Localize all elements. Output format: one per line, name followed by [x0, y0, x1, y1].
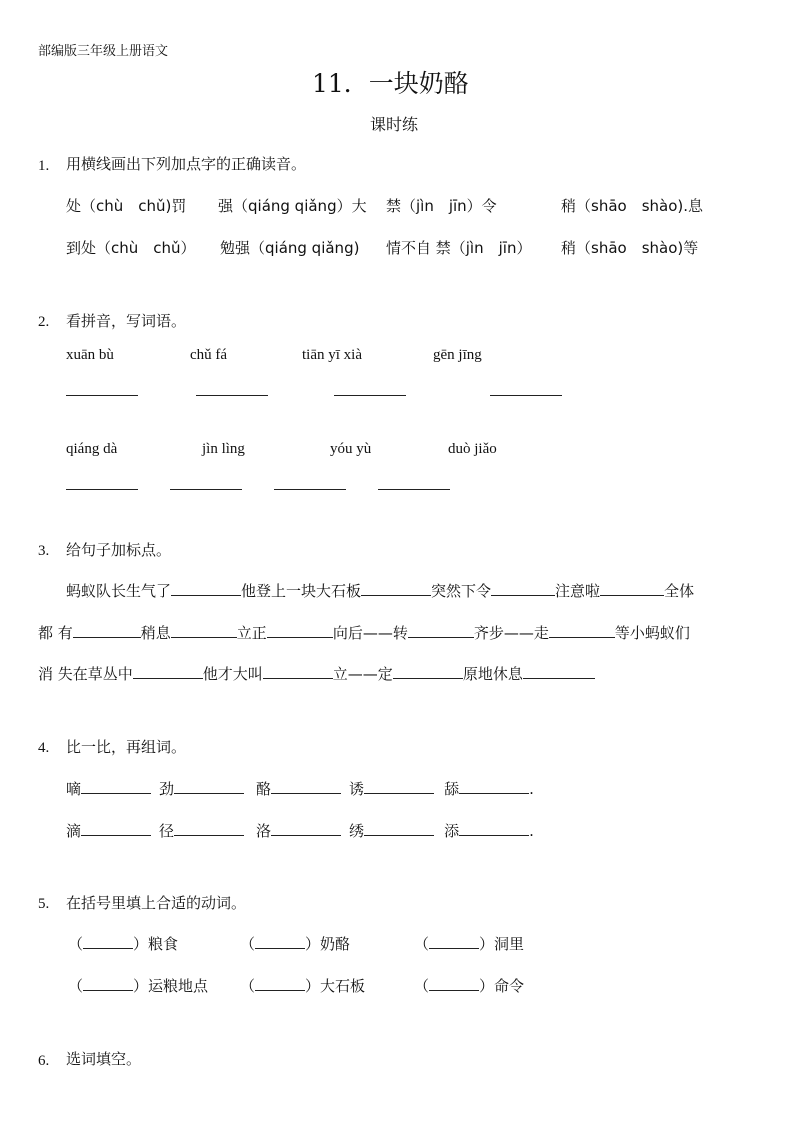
q1-item: 禁（jìn jīn）令 — [386, 197, 497, 215]
punctuation-blank[interactable] — [133, 665, 203, 679]
q4-char: 嘀 — [66, 780, 82, 798]
q4-char: 滴 — [66, 822, 82, 840]
open-paren: （ — [68, 935, 84, 953]
punctuation-blank[interactable] — [267, 624, 333, 638]
close-paren: ） — [133, 935, 149, 953]
punctuation-blank[interactable] — [171, 582, 241, 596]
answer-blank[interactable] — [378, 489, 450, 490]
q5-object: 洞里 — [494, 935, 525, 953]
close-paren: ） — [479, 935, 495, 953]
header-label: 部编版三年级上册语文 — [38, 44, 169, 59]
q1-item: 处（chù chǔ)罚 — [66, 197, 187, 215]
q4-char: 洛 — [256, 822, 272, 840]
q5-item — [414, 933, 524, 954]
q3-text: 齐步——走 — [473, 624, 549, 642]
q3-sentence-line — [38, 663, 595, 684]
q5-object: 运粮地点 — [148, 977, 209, 995]
answer-blank[interactable] — [490, 395, 562, 396]
q6-prompt: 选词填空。 — [66, 1050, 142, 1068]
q3-text: 原地休息 — [462, 665, 523, 683]
open-paren: （ — [414, 977, 430, 995]
q4-char: 添 — [444, 822, 460, 840]
word-blank[interactable] — [271, 822, 341, 836]
q5-item — [68, 975, 208, 996]
q3-text: 他登上一块大石板 — [241, 582, 362, 600]
q1-item: 强（qiáng qiǎng）大 — [218, 197, 367, 215]
pinyin-label: tiān yī xià — [302, 347, 362, 363]
word-blank[interactable] — [364, 822, 434, 836]
q3-text: 立——定 — [332, 665, 393, 683]
close-paren: ） — [305, 935, 321, 953]
open-paren: （ — [68, 977, 84, 995]
open-paren: （ — [240, 935, 256, 953]
open-paren: （ — [240, 977, 256, 995]
q4-char: 劲 — [159, 780, 175, 798]
punctuation-blank[interactable] — [361, 582, 431, 596]
punctuation-blank[interactable] — [263, 665, 333, 679]
punctuation-blank[interactable] — [549, 624, 615, 638]
q1-number: 1. — [38, 158, 50, 174]
q3-text: 蚂蚁队长生气了 — [66, 582, 172, 600]
word-blank[interactable] — [271, 780, 341, 794]
word-blank[interactable] — [364, 780, 434, 794]
q3-text: 消 失在草丛中 — [38, 665, 133, 683]
answer-blank[interactable] — [66, 395, 138, 396]
q1-item: 情不自 禁（jìn jīn） — [386, 239, 532, 257]
q5-prompt: 在括号里填上合适的动词。 — [66, 894, 247, 912]
verb-blank[interactable] — [429, 977, 479, 991]
word-blank[interactable] — [459, 780, 529, 794]
q1-item: 稍（shāo shào).息 — [561, 197, 704, 215]
word-blank[interactable] — [174, 780, 244, 794]
q3-number: 3. — [38, 543, 50, 559]
pinyin-label: xuān bù — [66, 347, 114, 363]
q3-prompt: 给句子加标点。 — [66, 541, 172, 559]
verb-blank[interactable] — [255, 977, 305, 991]
q6-number: 6. — [38, 1053, 50, 1069]
q4-row — [66, 820, 534, 841]
punctuation-blank[interactable] — [600, 582, 664, 596]
verb-blank[interactable] — [83, 977, 133, 991]
q2-number: 2. — [38, 314, 50, 330]
q3-text: 稍息 — [140, 624, 171, 642]
answer-blank[interactable] — [170, 489, 242, 490]
q5-object: 命令 — [494, 977, 525, 995]
answer-blank[interactable] — [274, 489, 346, 490]
open-paren: （ — [414, 935, 430, 953]
q3-text: 立正 — [236, 624, 267, 642]
q3-text: 突然下令 — [431, 582, 492, 600]
q4-char: 诱 — [349, 780, 365, 798]
q5-item — [240, 933, 350, 954]
punctuation-blank[interactable] — [491, 582, 555, 596]
word-blank[interactable] — [81, 822, 151, 836]
q5-number: 5. — [38, 896, 50, 912]
answer-blank[interactable] — [334, 395, 406, 396]
q4-number: 4. — [38, 740, 50, 756]
q5-item — [240, 975, 365, 996]
q3-text: 注意啦 — [555, 582, 601, 600]
q3-text: 都 有 — [38, 624, 73, 642]
q3-sentence-line — [38, 622, 690, 643]
close-paren: ） — [133, 977, 149, 995]
page-title: 11．一块奶酪 — [312, 69, 469, 98]
q4-end: . — [529, 780, 534, 798]
page-subtitle: 课时练 — [370, 115, 419, 134]
pinyin-label: chǔ fá — [190, 347, 228, 363]
verb-blank[interactable] — [83, 935, 133, 949]
q1-item: 到处（chù chǔ） — [66, 239, 196, 257]
q1-prompt: 用横线画出下列加点字的正确读音。 — [66, 155, 307, 173]
q5-object: 奶酪 — [320, 935, 351, 953]
q4-char: 酪 — [256, 780, 272, 798]
q5-object: 粮食 — [148, 935, 179, 953]
punctuation-blank[interactable] — [393, 665, 463, 679]
q4-char: 径 — [159, 822, 175, 840]
punctuation-blank[interactable] — [171, 624, 237, 638]
q4-row — [66, 778, 534, 799]
close-paren: ） — [305, 977, 321, 995]
q1-item: 稍（shāo shào)等 — [561, 239, 699, 257]
q3-sentence-line — [66, 580, 694, 601]
q4-end: . — [529, 822, 534, 840]
q4-char: 绣 — [349, 822, 365, 840]
q3-text: 全体 — [664, 582, 695, 600]
verb-blank[interactable] — [255, 935, 305, 949]
q5-object: 大石板 — [320, 977, 366, 995]
answer-blank[interactable] — [66, 489, 138, 490]
q2-prompt: 看拼音，写词语。 — [66, 312, 187, 330]
answer-blank[interactable] — [196, 395, 268, 396]
word-blank[interactable] — [174, 822, 244, 836]
q3-text: 等小蚂蚁们 — [614, 624, 690, 642]
word-blank[interactable] — [459, 822, 529, 836]
q5-item — [414, 975, 524, 996]
q3-text: 他才大叫 — [202, 665, 263, 683]
punctuation-blank[interactable] — [523, 665, 595, 679]
pinyin-label: gēn jīng — [433, 347, 482, 363]
word-blank[interactable] — [81, 780, 151, 794]
pinyin-label: jìn lìng — [202, 441, 245, 457]
q4-prompt: 比一比，再组词。 — [66, 738, 187, 756]
q4-char: 舔 — [444, 780, 460, 798]
close-paren: ） — [479, 977, 495, 995]
pinyin-label: yóu yù — [330, 441, 372, 457]
q5-item — [68, 933, 178, 954]
pinyin-label: qiáng dà — [66, 441, 118, 457]
punctuation-blank[interactable] — [73, 624, 141, 638]
verb-blank[interactable] — [429, 935, 479, 949]
q1-item: 勉强（qiáng qiǎng) — [220, 239, 360, 257]
punctuation-blank[interactable] — [408, 624, 474, 638]
pinyin-label: duò jiǎo — [448, 441, 497, 457]
q3-text: 向后——转 — [332, 624, 408, 642]
